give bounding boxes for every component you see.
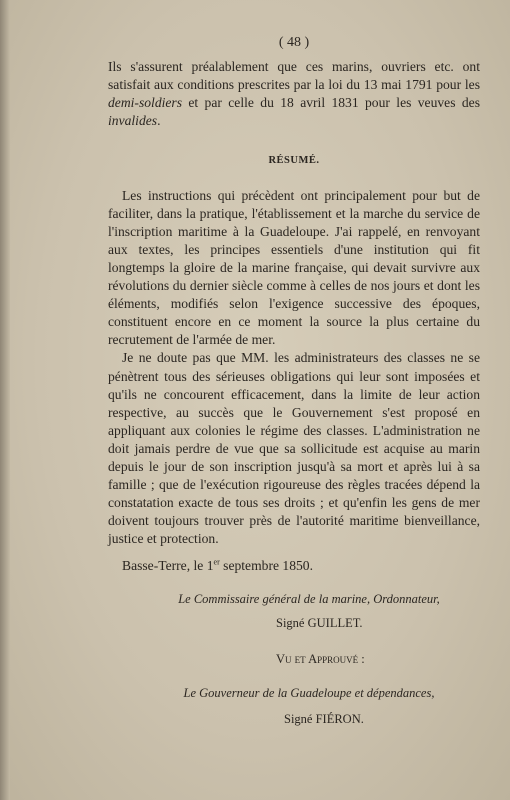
intro-text-2: et par celle du 18 avril 1831 pour les veuves des: [182, 95, 480, 111]
summary-paragraph-2: Je ne doute pas que MM. les administrateurs des classes ne se pénètrent tous des sérieuses obligations qui leur sont imposées et qu'ils ne concourent efficacement, dans la limite de leur action respective, au succès que le Gouvernement s'est proposé en appliquant aux colonies le régime des classes. L'administration ne doit jamais perdre de vue que sa sollicitude est acquise au marin depuis le jour de son inscription jusqu'à sa mort et après lui à sa famille ; que de l'exécution rigoureuse des règles tracées dépend la constatation exacte de tous ses droits ; et qu'enfin les gens de mer doivent toujours trouver près de l'autorité maritime bienveillance, justice et protection.: [108, 350, 480, 547]
date-line: [108, 557, 480, 575]
date-superscript: er: [213, 557, 220, 567]
signature-block: [108, 590, 480, 728]
intro-italic-1: demi-soldiers: [108, 95, 183, 111]
date-prefix: Basse-Terre, le 1: [122, 558, 214, 574]
summary-paragraph-1: Les instructions qui précèdent ont principalement pour but de faciliter, dans la pratique, l'établissement et la marche du service de l'inscription maritime à la Guadeloupe. J'ai rappelé, en renvoyant aux textes, les principes essentiels d'une institution qui fit longtemps la gloire de la marine française, qui devait survivre aux révolutions du dernier siècle comme à celles de nos jours et dont les éléments, modifiés selon l'exigence successive des époques, constituent encore en ce moment la source la plus certaine du recrutement de l'armée de mer.: [108, 187, 480, 348]
signature-guillet: Signé GUILLET.: [276, 615, 363, 630]
book-spine-shadow: [0, 0, 10, 800]
intro-text-1: Ils s'assurent préalablement que ces marins, ouvriers etc. ont satisfait aux conditions prescrites par la loi du 13 mai 1791 pour les: [108, 59, 480, 93]
page-number: ( 48 ): [278, 35, 310, 50]
intro-text-3: .: [157, 113, 161, 129]
date-suffix: septembre 1850.: [219, 558, 313, 574]
page-text: [108, 34, 480, 728]
approval-line: Vu et Approuvé :: [276, 651, 365, 666]
gouverneur-title: Le Gouverneur de la Guadeloupe et dépendances,: [183, 685, 435, 700]
intro-italic-2: invalides: [108, 113, 158, 129]
signature-fieron: Signé FIÉRON.: [284, 711, 364, 726]
section-heading: RÉSUMÉ.: [268, 155, 320, 167]
commissaire-title: Le Commissaire général de la marine, Ordonnateur,: [178, 591, 440, 606]
intro-paragraph: [108, 58, 480, 130]
